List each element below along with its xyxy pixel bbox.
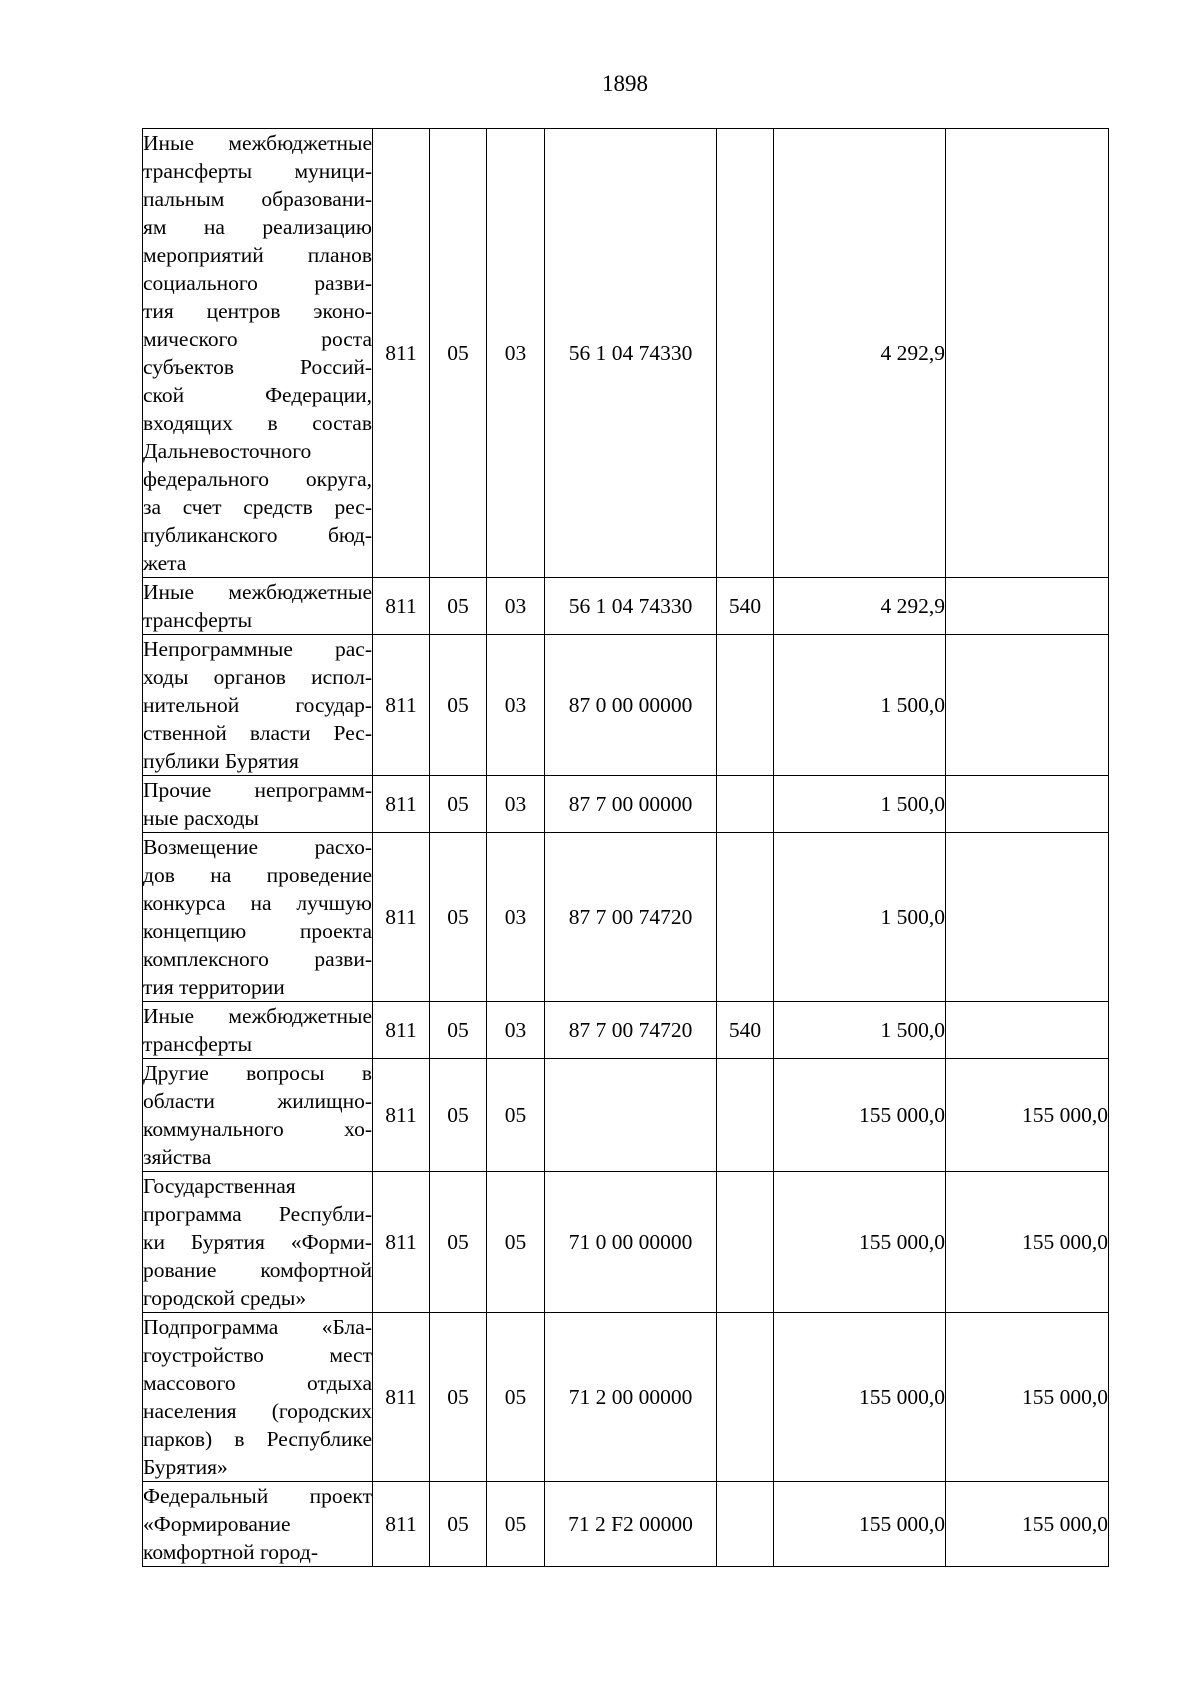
row-name-line: ской Федерации, [143, 383, 372, 407]
row-name-line: тия центров эконо- [143, 299, 372, 323]
expense-type-cell [717, 635, 774, 776]
subsection-code-cell: 03 [487, 1002, 545, 1059]
expense-type-cell [717, 1313, 774, 1482]
target-article-cell: 87 7 00 74720 [545, 1002, 717, 1059]
subsection-code-cell: 05 [487, 1482, 545, 1567]
row-name-cell [143, 1172, 373, 1313]
expense-type-cell [717, 129, 774, 578]
row-name-cell [143, 578, 373, 635]
row-name-cell [143, 635, 373, 776]
ministry-code-cell: 811 [373, 1059, 430, 1172]
target-article-cell: 71 2 F2 00000 [545, 1482, 717, 1567]
row-name-line: Другие вопросы в [143, 1061, 372, 1085]
sum-year1-cell: 155 000,0 [774, 1172, 946, 1313]
row-name-cell [143, 129, 373, 578]
sum-year1-cell: 4 292,9 [774, 578, 946, 635]
sum-year1-cell: 1 500,0 [774, 776, 946, 833]
row-name-cell [143, 1482, 373, 1567]
table-row [143, 1059, 1109, 1172]
row-name-line: Иные межбюджетные [143, 580, 372, 604]
row-name-cell [143, 1059, 373, 1172]
row-name-line: входящих в состав [143, 411, 372, 435]
sum-year2-cell: 155 000,0 [946, 1172, 1109, 1313]
row-name-line: трансферты муници- [143, 159, 372, 183]
row-name-line: ям на реализацию [143, 215, 372, 239]
row-name-line: дов на проведение [143, 863, 372, 887]
sum-year1-cell: 1 500,0 [774, 635, 946, 776]
section-code-cell: 05 [430, 1059, 487, 1172]
target-article-cell: 71 0 00 00000 [545, 1172, 717, 1313]
row-name-line: за счет средств рес- [143, 495, 372, 519]
target-article-cell [545, 1059, 717, 1172]
row-name-line: тия территории [143, 975, 285, 999]
row-name-line: Бурятия» [143, 1455, 228, 1479]
sum-year2-cell [946, 833, 1109, 1002]
target-article-cell: 56 1 04 74330 [545, 578, 717, 635]
section-code-cell: 05 [430, 129, 487, 578]
sum-year1-cell: 155 000,0 [774, 1059, 946, 1172]
row-name-line: рование комфортной [143, 1258, 372, 1282]
row-name-line: жета [143, 551, 187, 575]
section-code-cell: 05 [430, 1482, 487, 1567]
row-name-line: ственной власти Рес- [143, 721, 372, 745]
target-article-cell: 71 2 00 00000 [545, 1313, 717, 1482]
target-article-cell: 87 0 00 00000 [545, 635, 717, 776]
expense-type-cell [717, 776, 774, 833]
row-name-line: концепцию проекта [143, 919, 372, 943]
row-name-line: Иные межбюджетные [143, 1004, 372, 1028]
table-row [143, 1172, 1109, 1313]
subsection-code-cell: 05 [487, 1313, 545, 1482]
row-name-line: Государственная [143, 1174, 296, 1198]
row-name-line: массового отдыха [143, 1371, 372, 1395]
row-name-line: трансферты [143, 608, 253, 632]
section-code-cell: 05 [430, 833, 487, 1002]
page-number: 1898 [602, 71, 648, 96]
subsection-code-cell: 03 [487, 129, 545, 578]
row-name-line: федерального округа, [143, 467, 372, 491]
row-name-line: парков) в Республике [143, 1427, 372, 1451]
subsection-code-cell: 03 [487, 833, 545, 1002]
ministry-code-cell: 811 [373, 129, 430, 578]
row-name-line: программа Республи- [143, 1202, 372, 1226]
subsection-code-cell: 03 [487, 578, 545, 635]
row-name-line: Возмещение расхо- [143, 835, 372, 859]
ministry-code-cell: 811 [373, 578, 430, 635]
sum-year1-cell: 4 292,9 [774, 129, 946, 578]
section-code-cell: 05 [430, 635, 487, 776]
target-article-cell: 87 7 00 00000 [545, 776, 717, 833]
ministry-code-cell: 811 [373, 1172, 430, 1313]
table-row [143, 578, 1109, 635]
sum-year2-cell [946, 1002, 1109, 1059]
table-row [143, 1482, 1109, 1567]
section-code-cell: 05 [430, 776, 487, 833]
subsection-code-cell: 03 [487, 776, 545, 833]
budget-table [142, 128, 1109, 1567]
row-name-line: ные расходы [143, 806, 259, 830]
row-name-line: Дальневосточного [143, 439, 312, 463]
sum-year1-cell: 1 500,0 [774, 833, 946, 1002]
table-row [143, 776, 1109, 833]
sum-year2-cell [946, 129, 1109, 578]
row-name-line: комплексного разви- [143, 947, 372, 971]
ministry-code-cell: 811 [373, 776, 430, 833]
row-name-line: «Формирование [143, 1512, 291, 1536]
ministry-code-cell: 811 [373, 635, 430, 776]
row-name-line: трансферты [143, 1032, 253, 1056]
row-name-line: Иные межбюджетные [143, 131, 372, 155]
row-name-line: мероприятий планов [143, 243, 372, 267]
row-name-line: Непрограммные рас- [143, 637, 372, 661]
expense-type-cell [717, 1059, 774, 1172]
row-name-line: зяйства [143, 1145, 212, 1169]
sum-year2-cell [946, 578, 1109, 635]
expense-type-cell [717, 1482, 774, 1567]
row-name-line: населения (городских [143, 1399, 372, 1423]
sum-year2-cell [946, 776, 1109, 833]
row-name-line: субъектов Россий- [143, 355, 372, 379]
row-name-cell [143, 1002, 373, 1059]
subsection-code-cell: 03 [487, 635, 545, 776]
section-code-cell: 05 [430, 1313, 487, 1482]
target-article-cell: 87 7 00 74720 [545, 833, 717, 1002]
target-article-cell: 56 1 04 74330 [545, 129, 717, 578]
table-row [143, 833, 1109, 1002]
row-name-line: комфортной город- [143, 1540, 318, 1564]
sum-year1-cell: 155 000,0 [774, 1313, 946, 1482]
row-name-line: публиканского бюд- [143, 523, 372, 547]
row-name-line: ки Бурятия «Форми- [143, 1230, 372, 1254]
subsection-code-cell: 05 [487, 1172, 545, 1313]
row-name-line: гоустройство мест [143, 1343, 372, 1367]
row-name-line: Подпрограмма «Бла- [143, 1315, 372, 1339]
row-name-line: Федеральный проект [143, 1484, 372, 1508]
row-name-line: коммунального хо- [143, 1117, 372, 1141]
sum-year2-cell: 155 000,0 [946, 1482, 1109, 1567]
table-row [143, 1313, 1109, 1482]
expense-type-cell: 540 [717, 1002, 774, 1059]
sum-year1-cell: 1 500,0 [774, 1002, 946, 1059]
ministry-code-cell: 811 [373, 1313, 430, 1482]
row-name-line: социального разви- [143, 271, 372, 295]
row-name-cell [143, 1313, 373, 1482]
table-row [143, 1002, 1109, 1059]
row-name-line: городской среды» [143, 1286, 307, 1310]
row-name-line: ходы органов испол- [143, 665, 372, 689]
table-row [143, 635, 1109, 776]
budget-table-body [143, 129, 1109, 1567]
row-name-line: конкурса на лучшую [143, 891, 372, 915]
row-name-line: области жилищно- [143, 1089, 372, 1113]
subsection-code-cell: 05 [487, 1059, 545, 1172]
ministry-code-cell: 811 [373, 1002, 430, 1059]
sum-year2-cell [946, 635, 1109, 776]
row-name-line: Прочие непрограмм- [143, 778, 372, 802]
section-code-cell: 05 [430, 1002, 487, 1059]
sum-year1-cell: 155 000,0 [774, 1482, 946, 1567]
expense-type-cell [717, 1172, 774, 1313]
ministry-code-cell: 811 [373, 1482, 430, 1567]
expense-type-cell [717, 833, 774, 1002]
sum-year2-cell: 155 000,0 [946, 1313, 1109, 1482]
row-name-line: публики Бурятия [143, 749, 299, 773]
table-row [143, 129, 1109, 578]
section-code-cell: 05 [430, 1172, 487, 1313]
row-name-line: пальным образовани- [143, 187, 372, 211]
row-name-line: мического роста [143, 327, 372, 351]
sum-year2-cell: 155 000,0 [946, 1059, 1109, 1172]
row-name-cell [143, 776, 373, 833]
section-code-cell: 05 [430, 578, 487, 635]
ministry-code-cell: 811 [373, 833, 430, 1002]
expense-type-cell: 540 [717, 578, 774, 635]
row-name-line: нительной государ- [143, 693, 372, 717]
row-name-cell [143, 833, 373, 1002]
